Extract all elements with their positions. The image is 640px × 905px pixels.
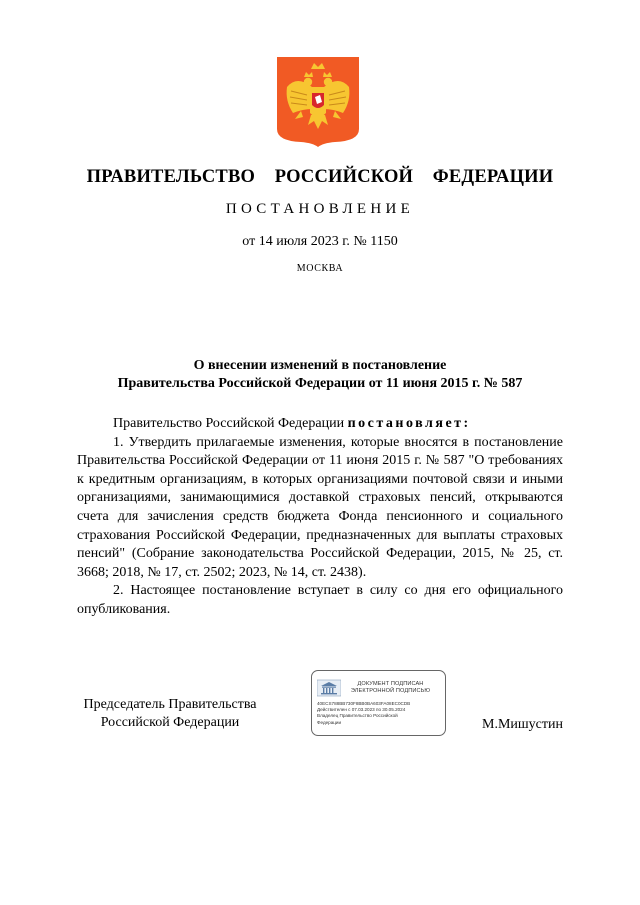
emblem <box>277 57 359 147</box>
certificate-owner-line-2: Федерации <box>317 719 342 725</box>
subject-line-1: О внесении изменений в постановление <box>193 358 447 373</box>
position-line-1: Председатель Правительства <box>83 697 257 712</box>
document-date-number: от 14 июля 2023 г. № 1150 <box>242 234 398 249</box>
russian-coat-of-arms-icon <box>277 57 359 147</box>
lead-text: Правительство Российской Федерации <box>113 416 348 431</box>
decree-word: постановляет: <box>347 416 471 431</box>
certificate-number: 40ECS788BB730F8BB0BA603FA08EC0CDB <box>317 701 411 706</box>
certificate-owner-line-1: Владелец Правительство Российской <box>317 713 398 719</box>
stamp-title-line-2: ЭЛЕКТРОННОЙ ПОДПИСЬЮ <box>350 688 431 694</box>
subject-line-2: Правительства Российской Федерации от 11 июня 2015 г. № 587 <box>117 376 523 391</box>
document-subject <box>0 357 640 393</box>
electronic-signature-stamp <box>311 670 446 736</box>
signatory-name: М.Мишустин <box>482 717 563 732</box>
lead-paragraph <box>77 415 563 434</box>
signatory-position <box>60 696 280 732</box>
clause-2: 2. Настоящее постановление вступает в силу со дня его официального опубликования. <box>77 583 563 617</box>
position-line-2: Российской Федерации <box>100 715 240 730</box>
document-type: ПОСТАНОВЛЕНИЕ <box>225 201 415 217</box>
document-body <box>77 415 563 620</box>
government-title: ПРАВИТЕЛЬСТВО РОССИЙСКОЙ ФЕДЕРАЦИИ <box>86 167 554 187</box>
stamp-title-line-1: ДОКУМЕНТ ПОДПИСАН <box>357 681 424 687</box>
government-building-icon <box>317 678 341 698</box>
stamp-header <box>317 675 440 701</box>
certificate-validity: Действителен с 07.03.2023 по 30.05.2024 <box>317 707 406 713</box>
stamp-title <box>341 681 440 695</box>
document-city: МОСКВА <box>296 263 344 274</box>
clause-1: 1. Утвердить прилагаемые изменения, которые вносятся в постановление Правительства Российской Федерации от 11 июня 2015 г. № 587 "О требованиях к кредитным организациям, в которых организациями почтовой связи и иными организациями, занимающимися доставкой страховых пенсий, открываются счета для зачисления средств бюджета Фонда пенсионного и социального страхования Российской Федерации, предназначенных для выплаты страховых пенсий" (Собрание законодательства Российской Федерации, 2015, № 25, ст. 3668; 2018, № 17, ст. 2502; 2023, № 14, ст. 2438). <box>77 434 563 580</box>
